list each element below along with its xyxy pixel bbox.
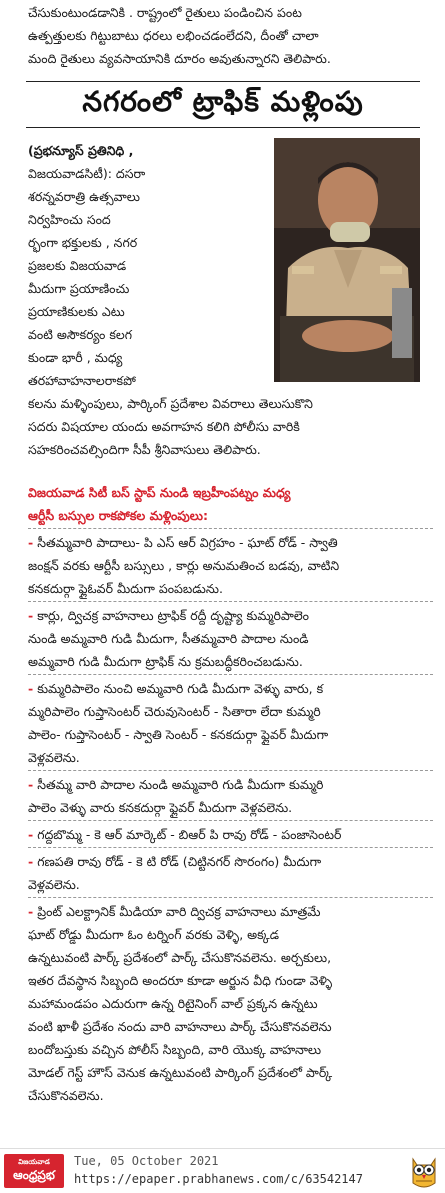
diversion-item-line: ఘాట్ రోడ్డు మీదుగా ఓం టర్నింగ్ వరకు వెళ్ళి, అక్కడ bbox=[28, 927, 279, 942]
diversion-item-line: మ్మరిపాలెం గుప్తాసెంటర్ చెరువుసెంటర్ - సితారా లేదా కుమ్మరి bbox=[28, 704, 321, 719]
article-headline: నగరంలో ట్రాఫిక్ మళ్లింపు bbox=[26, 81, 420, 128]
item-text: సీతమ్మ వారి పాదాల నుండి అమ్మవారి గుడి మీదుగా కుమ్మరి bbox=[37, 777, 324, 792]
diversion-item-line bbox=[28, 850, 433, 873]
officer-portrait-graphic bbox=[274, 138, 420, 382]
lead-line: (ప్రభన్యూస్ ప్రతినిధి , bbox=[28, 143, 134, 158]
diversion-item-line bbox=[28, 773, 433, 796]
bullet-dash: - bbox=[28, 681, 34, 696]
diversion-item-line: మహామండపం ఎదురుగా ఉన్న రిటైనింగ్ వాల్ ప్రక్కన ఉన్నటు bbox=[28, 996, 318, 1011]
item-text: గణపతి రావు రోడ్ - కె టి రోడ్ (చిట్టినగర్ సొరంగం) మీదుగా bbox=[37, 854, 322, 869]
divider bbox=[28, 897, 433, 898]
diversion-item-line: వెళ్లవలెను. bbox=[28, 877, 80, 892]
lead-continuation-line: కలను మళ్ళింపులు, పార్కింగ్ ప్రదేశాల వివరాలు తెలుసుకొని bbox=[28, 396, 313, 411]
intro-line: మంది రైతులు వ్యవసాయానికి దూరం అవుతున్నారని తెలిపారు. bbox=[28, 51, 331, 66]
diversion-item-line bbox=[28, 900, 433, 923]
lead-line: వంటి అసౌకర్యం కలగ bbox=[28, 327, 133, 342]
diversion-item-line: చేసుకొనవలెను. bbox=[28, 1088, 104, 1103]
article-lead-column bbox=[28, 139, 268, 392]
lead-line: శరన్నవరాత్రి ఉత్సవాలు bbox=[28, 189, 140, 204]
diversion-subheading: విజయవాడ సిటీ బస్ స్టాప్ నుండి ఇబ్రహీంపట్నం మధ్య bbox=[28, 485, 291, 500]
item-text: సీతమ్మవారి పాదాలు- పి ఎస్ ఆర్ విగ్రహం - ఘాట్ రోడ్ - స్వాతి bbox=[37, 535, 338, 550]
lead-continuation-line: సహకరించవల్సిందిగా సీపీ శ్రీనివాసులు తెలిపారు. bbox=[28, 442, 261, 457]
diversion-item-line bbox=[28, 604, 433, 627]
diversion-subheading: ఆర్టీసీ బస్సుల రాకపోకల మళ్లింపులు: bbox=[28, 508, 208, 523]
diversion-item-line: పాలెం వెళ్ళు వారు కనకదుర్గా ఫ్లైవర్ మీదుగా వెళ్లవలెను. bbox=[28, 800, 293, 815]
bullet-dash: - bbox=[28, 535, 34, 550]
newspaper-logo[interactable] bbox=[4, 1154, 64, 1188]
divider bbox=[28, 820, 433, 821]
diversion-item-line: వెళ్లవలెను. bbox=[28, 750, 80, 765]
lead-line: ప్రజలకు విజయవాడ bbox=[28, 258, 127, 273]
lead-line: నిర్వహించు సంద bbox=[28, 212, 111, 227]
diversion-item-line bbox=[28, 823, 433, 846]
item-text: ప్రింట్ ఎలక్ట్రానిక్ మీడియా వారి ద్విచక్ర వాహనాలు మాత్రమే bbox=[37, 904, 321, 919]
diversion-item-line: నుండి అమ్మవారి గుడి మీదుగా, సీతమ్మవారి పాదాల నుండి bbox=[28, 631, 309, 646]
police-officer-photo bbox=[274, 138, 420, 382]
bullet-dash: - bbox=[28, 854, 34, 869]
logo-masthead: ఆంధ్రప్రభ bbox=[13, 1168, 55, 1182]
diversion-item-line: అమ్మవారి గుడి మీదుగా ట్రాఫిక్ ను క్రమబద్ధీకరించబడును. bbox=[28, 654, 303, 669]
diversion-item-line: జంక్షన్ వరకు ఆర్టీసీ బస్సులు , కార్లు అనుమతించ బడవు, వాటిని bbox=[28, 558, 340, 573]
intro-paragraph bbox=[28, 1, 435, 70]
edition-date: Tue, 05 October 2021 bbox=[74, 1154, 219, 1168]
divider bbox=[28, 847, 433, 848]
diversion-item-line: వంటి ఖాళీ ప్రదేశం నందు వారి వాహనాలు పార్క్ చేసుకొనవలెను bbox=[28, 1019, 332, 1034]
item-text: గద్దబొమ్మ - కె ఆర్ మార్కెట్ - బిఆర్ పి రావు రోడ్ - పంజాసెంటర్ bbox=[37, 827, 342, 842]
owl-icon bbox=[407, 1153, 441, 1189]
diversion-item-line bbox=[28, 531, 433, 554]
diversion-item-line: కనకదుర్గా ఫ్లైఓవర్ మీదుగా పంపబడును. bbox=[28, 581, 223, 596]
intro-line: ఉత్పత్తులకు గిట్టుబాటు ధరలు లభించడంలేదని, దీంతో చాలా bbox=[28, 28, 319, 43]
diversion-item-line: బందోబస్తుకు వచ్చిన పోలీస్ సిబ్బంది, వారి యొక్క వాహనాలు bbox=[28, 1042, 322, 1057]
lead-line: విజయవాడసిటీ): దసరా bbox=[28, 166, 146, 181]
diversion-item-line bbox=[28, 677, 433, 700]
item-text: కుమ్మరిపాలెం నుంచి అమ్మవారి గుడి మీదుగా వెళ్ళు వారు, క bbox=[37, 681, 324, 696]
lead-line: ప్రయాణికులకు ఎటు bbox=[28, 304, 125, 319]
bullet-dash: - bbox=[28, 777, 34, 792]
bullet-dash: - bbox=[28, 827, 34, 842]
divider bbox=[28, 674, 433, 675]
epaper-footer bbox=[0, 1148, 445, 1193]
diversion-item-line: ఇతర దేవస్థాన సిబ్బంది అందరూ కూడా అర్జున వీధి గుండా వెళ్ళి bbox=[28, 973, 333, 988]
lead-line: కుండా భారీ , మధ్య bbox=[28, 350, 123, 365]
lead-line: తరహావాహనాలరాకపో bbox=[28, 373, 136, 388]
lead-continuation-line: సదరు విషయాల యందు అవగాహన కలిగి పోలీసు వారికి bbox=[28, 419, 300, 434]
intro-line: చేసుకుంటుండడానికి . రాష్ట్రంలో రైతులు పండించిన పంట bbox=[28, 5, 302, 20]
lead-line: మీదుగా ప్రయాణించు bbox=[28, 281, 130, 296]
clip-url-link[interactable]: https://epaper.prabhanews.com/c/63542147 bbox=[74, 1172, 363, 1186]
diversion-item-line: మోడల్ గెస్ట్ హౌస్ వెనుక ఉన్నటువంటి పార్కింగ్ ప్రదేశంలో పార్క్ bbox=[28, 1065, 333, 1080]
divider bbox=[28, 770, 433, 771]
divider bbox=[28, 528, 433, 529]
diversion-item-line: ఉన్నటువంటి పార్క్ ప్రదేశంలో పార్క్ చేసుకొనవలెను. అర్చకులు, bbox=[28, 950, 332, 965]
bullet-dash: - bbox=[28, 608, 34, 623]
diversion-item-line: పాలెం- గుప్తాసెంటర్ - స్వాతి సెంటర్ - కనకదుర్గా ఫ్లైవర్ మీదుగా bbox=[28, 727, 329, 742]
lead-line: ర్భంగా భక్తులకు , నగర bbox=[28, 235, 138, 250]
divider bbox=[28, 601, 433, 602]
logo-edition: విజయవాడ bbox=[18, 1158, 50, 1166]
item-text: కార్లు, ద్విచక్ర వాహనాలు ట్రాఫిక్ రద్దీ దృష్ట్యా కుమ్మరిపాలెం bbox=[37, 608, 310, 623]
bullet-dash: - bbox=[28, 904, 34, 919]
